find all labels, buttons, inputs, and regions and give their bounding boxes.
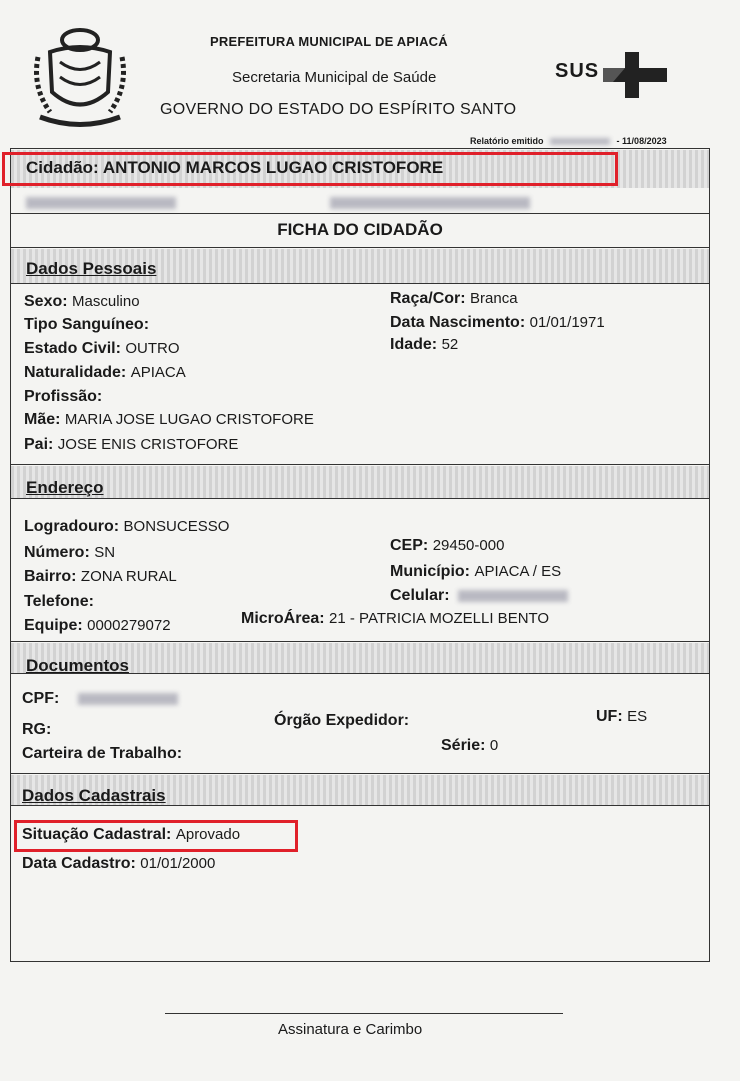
divider: [11, 247, 709, 248]
report-emitted: [470, 136, 667, 146]
divider: [11, 283, 709, 284]
district-label: Bairro:: [24, 568, 77, 585]
divider: [11, 498, 709, 499]
father-label: Pai:: [24, 436, 54, 453]
divider: [11, 673, 709, 674]
micro-area-value: 21 - PATRICIA MOZELLI BENTO: [329, 610, 550, 627]
form-title: FICHA DO CIDADÃO: [277, 220, 443, 239]
number-label: Número:: [24, 544, 90, 561]
issuer-label: Órgão Expedidor:: [274, 712, 410, 729]
emitted-date: - 11/08/2023: [616, 136, 667, 146]
field-race: [390, 290, 518, 308]
redacted-mobile: [458, 590, 568, 602]
sus-cross-icon: [603, 52, 667, 98]
municipality-value: APIACA / ES: [474, 563, 562, 580]
field-team: [24, 617, 171, 635]
civil-status-value: OUTRO: [125, 340, 180, 357]
age-label: Idade:: [390, 336, 438, 353]
redacted-cns: [330, 197, 530, 209]
field-municipality: [390, 563, 561, 581]
field-profession: [24, 388, 102, 406]
cpf-label: CPF:: [22, 690, 60, 707]
field-district: [24, 568, 177, 586]
field-uf: [596, 708, 647, 726]
civil-status-label: Estado Civil:: [24, 340, 121, 357]
field-registration-date: [22, 855, 215, 873]
age-value: 52: [441, 336, 459, 353]
field-civil-status: [24, 340, 180, 358]
divider: [11, 464, 709, 465]
birthplace-label: Naturalidade:: [24, 364, 127, 381]
field-age: [390, 336, 458, 354]
birth-date-label: Data Nascimento:: [390, 314, 526, 331]
field-rg: [22, 721, 51, 739]
registration-date-label: Data Cadastro:: [22, 855, 136, 872]
redacted-prontuario: [26, 197, 176, 209]
redacted-cpf: [78, 693, 178, 705]
sus-logo: [555, 52, 670, 98]
field-birthplace: [24, 364, 186, 382]
work-card-label: Carteira de Trabalho:: [22, 745, 183, 762]
citizen-label: Cidadão:: [26, 158, 99, 177]
registration-date-value: 01/01/2000: [140, 855, 216, 872]
divider: [11, 805, 709, 806]
series-label: Série:: [441, 737, 486, 754]
field-cpf: [22, 690, 178, 708]
signature-label: Assinatura e Carimbo: [278, 1021, 423, 1038]
rg-label: RG:: [22, 721, 52, 738]
street-label: Logradouro:: [24, 518, 120, 535]
sex-label: Sexo:: [24, 293, 68, 310]
field-work-card: [22, 745, 182, 763]
field-blood-type: [24, 316, 149, 334]
coat-of-arms-icon: [30, 22, 130, 132]
section-registration: Dados Cadastrais: [22, 786, 166, 805]
field-cep: [390, 537, 504, 555]
field-mobile: [390, 587, 568, 605]
redacted-emitter: [550, 138, 610, 145]
street-value: BONSUCESSO: [123, 518, 230, 535]
header-secretariat: Secretaria Municipal de Saúde: [232, 69, 437, 86]
field-issuer: [274, 712, 409, 730]
header-municipality: PREFEITURA MUNICIPAL DE APIACÁ: [210, 34, 448, 49]
father-value: JOSE ENIS CRISTOFORE: [57, 436, 239, 453]
team-value: 0000279072: [87, 617, 171, 634]
sus-logo-text: SUS: [555, 60, 600, 82]
section-address: Endereço: [26, 478, 104, 497]
field-father: [24, 436, 238, 454]
section-band-address: [11, 466, 709, 498]
section-personal: Dados Pessoais: [26, 259, 157, 278]
profession-label: Profissão:: [24, 388, 103, 405]
birth-date-value: 01/01/1971: [529, 314, 605, 331]
birthplace-value: APIACA: [130, 364, 186, 381]
race-value: Branca: [470, 290, 518, 307]
field-number: [24, 544, 115, 562]
micro-area-label: MicroÁrea:: [241, 610, 325, 627]
blood-type-label: Tipo Sanguíneo:: [24, 316, 150, 333]
mobile-label: Celular:: [390, 587, 450, 604]
field-birth-date: [390, 314, 605, 332]
field-street: [24, 518, 229, 536]
sex-value: Masculino: [72, 293, 140, 310]
field-mother: [24, 411, 314, 429]
race-label: Raça/Cor:: [390, 290, 466, 307]
series-value: 0: [489, 737, 499, 754]
signature-line: [165, 1013, 563, 1014]
mother-value: MARIA JOSE LUGAO CRISTOFORE: [64, 411, 314, 428]
team-label: Equipe:: [24, 617, 83, 634]
divider: [11, 641, 709, 642]
cep-label: CEP:: [390, 537, 429, 554]
section-documents: Documentos: [26, 656, 129, 675]
mother-label: Mãe:: [24, 411, 61, 428]
redacted-ids: [26, 194, 530, 212]
uf-value: ES: [627, 708, 648, 725]
divider: [11, 213, 709, 214]
registration-status-label: Situação Cadastral:: [22, 826, 172, 843]
divider: [11, 773, 709, 774]
municipality-label: Município:: [390, 563, 470, 580]
number-value: SN: [94, 544, 116, 561]
registration-status-value: Aprovado: [175, 826, 241, 843]
field-micro-area: [241, 610, 549, 628]
field-registration-status: [22, 826, 240, 844]
field-sex: [24, 293, 140, 311]
field-phone: [24, 593, 94, 611]
district-value: ZONA RURAL: [80, 568, 177, 585]
uf-label: UF:: [596, 708, 623, 725]
phone-label: Telefone:: [24, 593, 94, 610]
field-series: [441, 737, 498, 755]
cep-value: 29450-000: [432, 537, 505, 554]
citizen-name: ANTONIO MARCOS LUGAO CRISTOFORE: [102, 158, 444, 177]
emitted-label: Relatório emitido: [470, 136, 544, 146]
citizen-name-line: [26, 158, 443, 178]
header-state: GOVERNO DO ESTADO DO ESPÍRITO SANTO: [160, 101, 517, 118]
